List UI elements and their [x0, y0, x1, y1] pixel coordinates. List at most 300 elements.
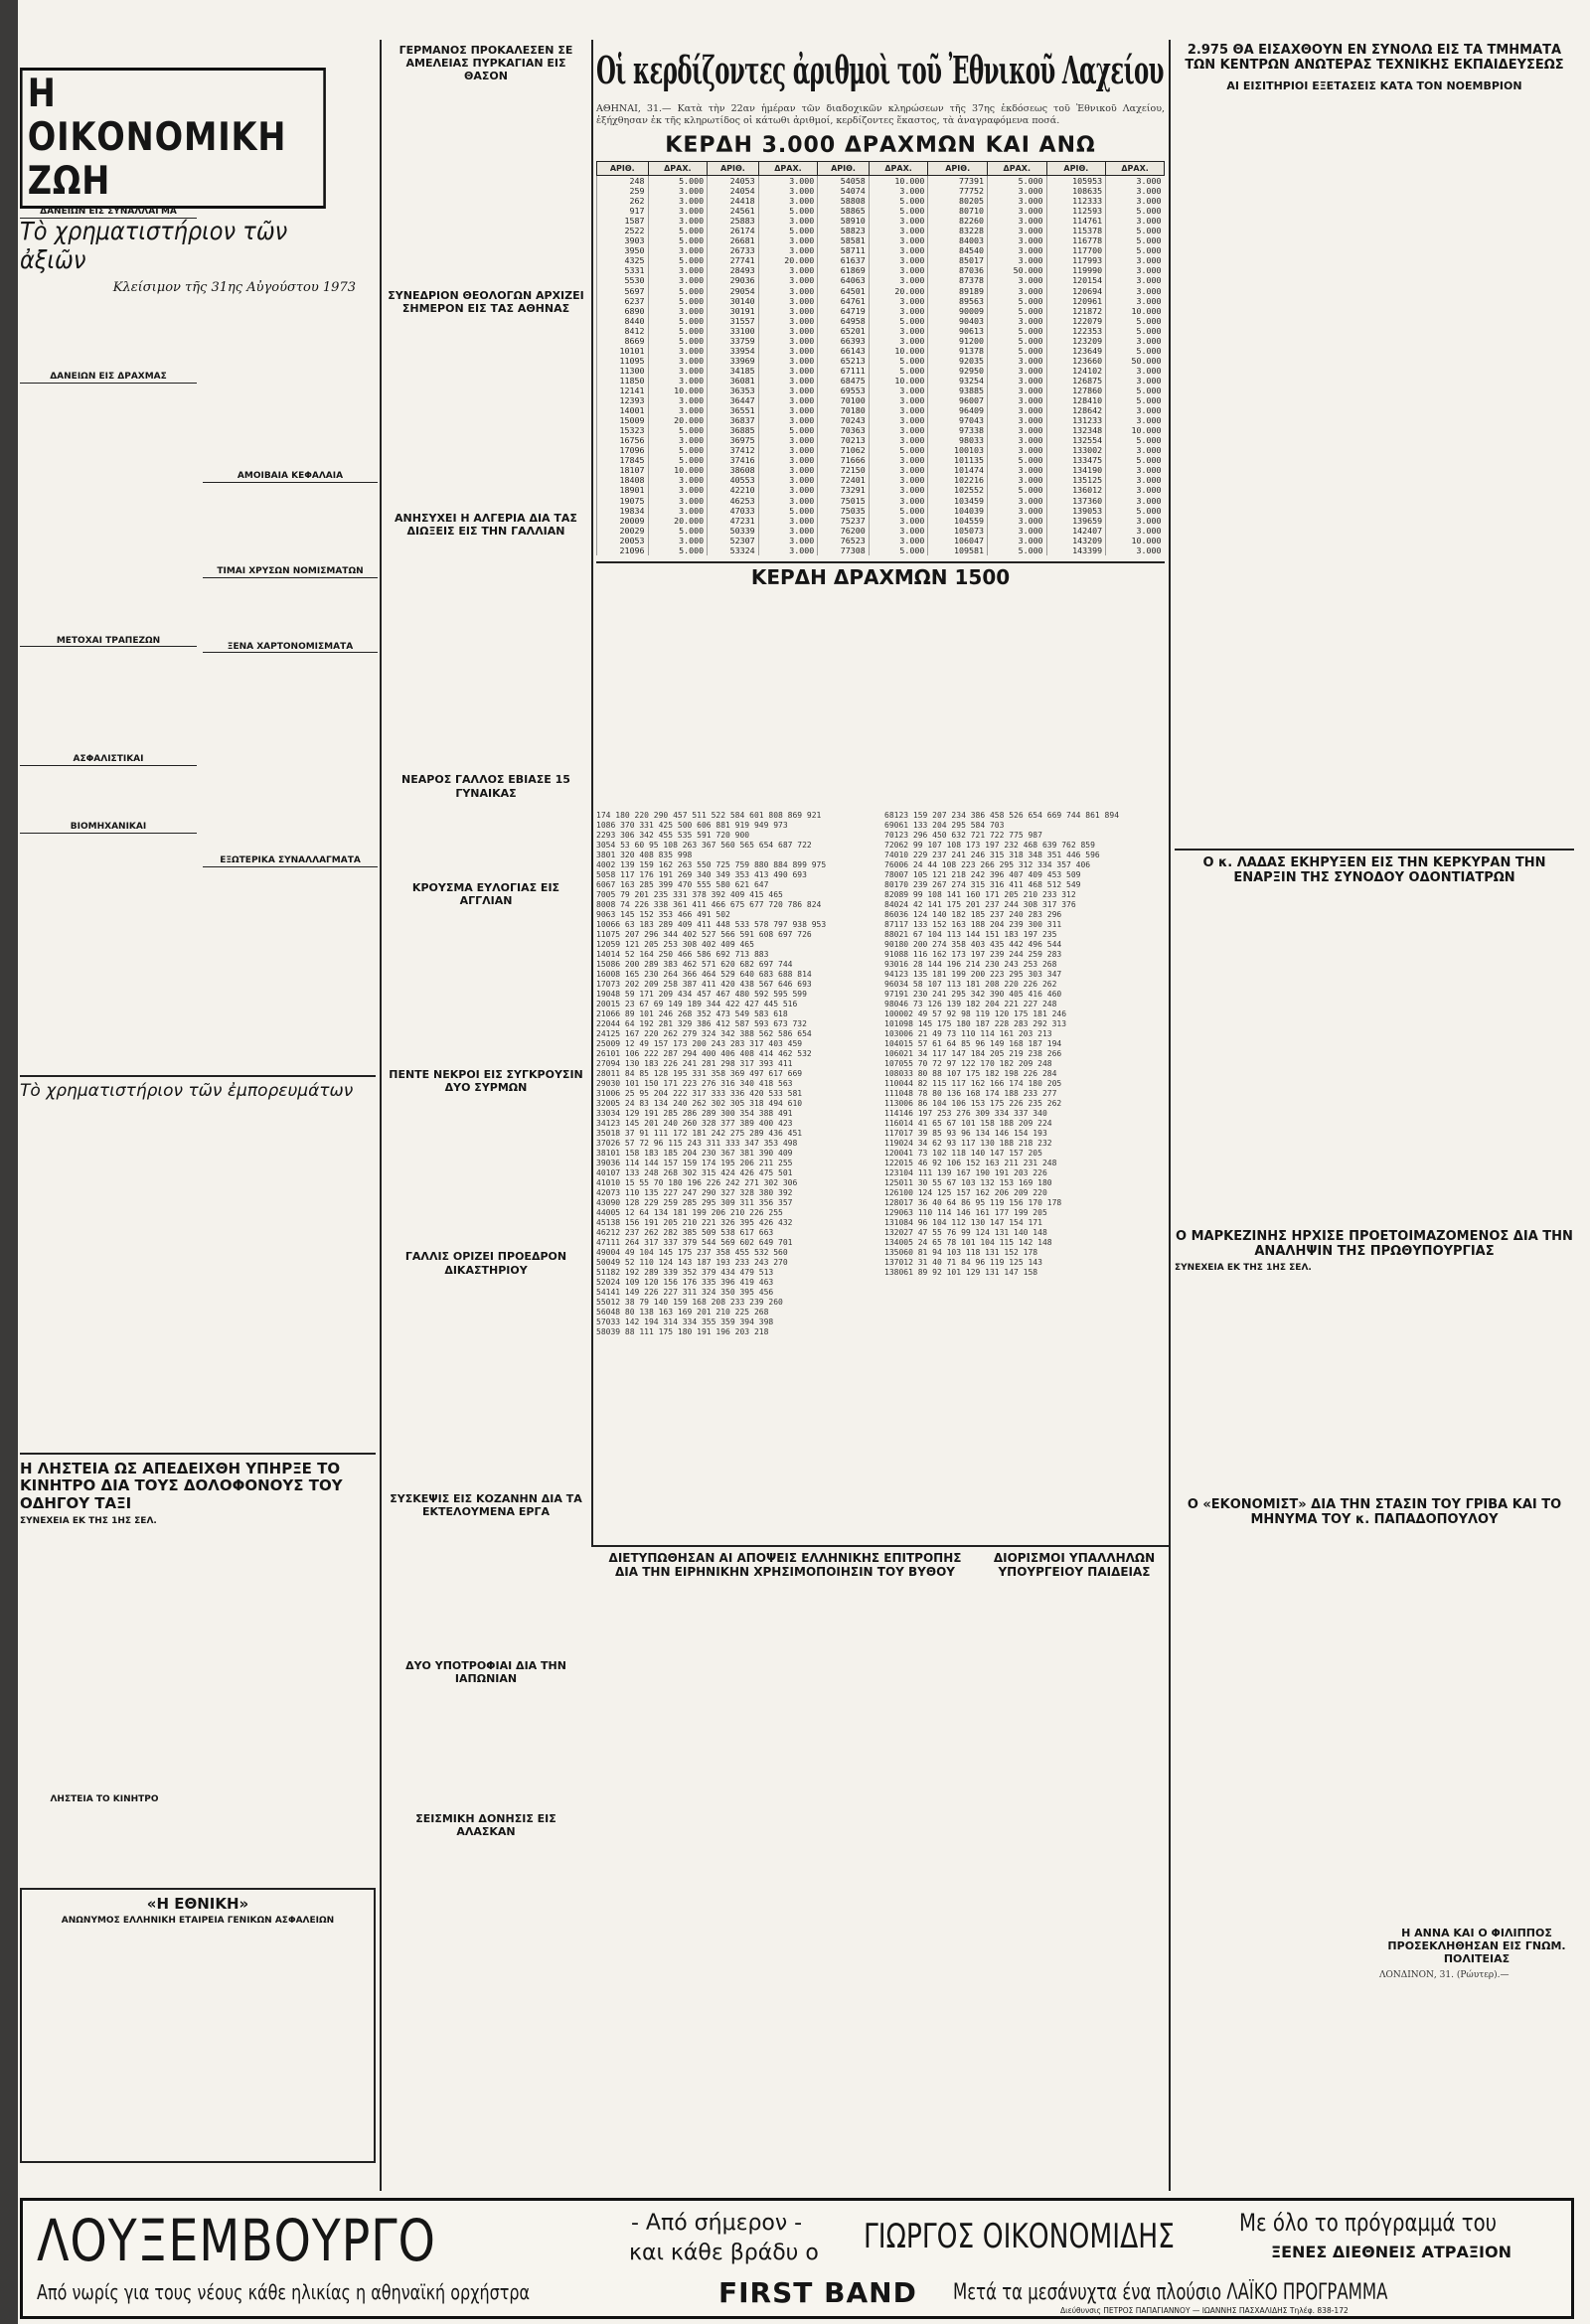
prize-amount: 5.000 — [648, 316, 708, 326]
commodities-text — [20, 1105, 376, 1443]
prize-amount: 3.000 — [987, 395, 1046, 405]
prize-amount: 3.000 — [648, 435, 708, 445]
list-item: 113006 86 104 106 153 175 226 235 262 — [884, 1099, 1062, 1108]
ticket-number: 18901 — [597, 485, 649, 495]
prize-amount: 3.000 — [758, 265, 818, 275]
list-item: 56048 80 138 163 169 201 210 225 268 — [596, 1308, 769, 1317]
appointments-article — [984, 1552, 1165, 2023]
right-column — [1175, 43, 1574, 1980]
prize-amount: 3.000 — [987, 275, 1046, 285]
prize-col-header: ΑΡΙΘ. — [818, 162, 870, 176]
prize-table-body — [597, 176, 1165, 555]
ad-bottom-left: Από νωρίς για τους νέους κάθε ηλικίας η αθηναϊκή ορχήστρα — [37, 2280, 531, 2304]
lottery-headline: Οἱ κερδίζοντες ἀριθμοὶ τοῦ Ἐθνικοῦ Λαχείου — [596, 48, 1164, 92]
list-item: 15086 200 289 383 462 571 620 682 697 744 — [596, 960, 793, 969]
small-prize-right — [884, 811, 1165, 1278]
list-item: 54141 149 226 227 311 324 350 395 456 — [596, 1288, 774, 1297]
prize-amount: 3.000 — [987, 366, 1046, 376]
ethniki-subtitle: ΑΝΩΝΥΜΟΣ ΕΛΛΗΝΙΚΗ ΕΤΑΙΡΕΙΑ ΓΕΝΙΚΩΝ ΑΣΦΑΛΕΙΩΝ — [61, 1916, 335, 1927]
prize-amount: 3.000 — [648, 245, 708, 255]
ticket-number: 124102 — [1046, 366, 1106, 376]
prize-amount: 3.000 — [869, 306, 928, 316]
page-edge-strip — [0, 0, 18, 2324]
prize-col-header: ΑΡΙΘ. — [708, 162, 759, 176]
table-row — [597, 196, 1165, 206]
ticket-number: 20009 — [597, 516, 649, 526]
ticket-number: 73291 — [818, 485, 870, 495]
ticket-number: 121872 — [1046, 306, 1106, 316]
prize-amount: 3.000 — [1106, 465, 1165, 475]
list-item: 32005 24 83 134 240 262 302 305 318 494 610 — [596, 1099, 803, 1108]
table-row — [597, 465, 1165, 475]
ad-band: FIRST BAND — [718, 2276, 917, 2309]
prize-amount: 10.000 — [869, 346, 928, 356]
prize-amount: 3.000 — [758, 376, 818, 386]
ticket-number: 24053 — [708, 176, 759, 187]
list-item: 37026 57 72 96 115 243 311 333 347 353 498 — [596, 1139, 798, 1148]
prize-amount: 3.000 — [758, 455, 818, 465]
prize-amount: 10.000 — [1106, 306, 1165, 316]
list-item: 134005 24 65 78 101 104 115 142 148 — [884, 1238, 1052, 1247]
ticket-number: 132554 — [1046, 435, 1106, 445]
table-row — [597, 316, 1165, 326]
ticket-number: 76200 — [818, 526, 870, 536]
ticket-number: 131233 — [1046, 415, 1106, 425]
list-item: 128017 36 40 64 86 95 119 156 170 178 — [884, 1198, 1062, 1207]
list-item: 42073 110 135 227 247 290 327 328 380 392 — [596, 1188, 793, 1197]
prize-amount: 3.000 — [758, 445, 818, 455]
prize-amount: 5.000 — [1106, 326, 1165, 336]
table-row — [597, 526, 1165, 536]
list-item: 132027 47 55 76 99 124 131 140 148 — [884, 1228, 1047, 1237]
prize-amount: 3.000 — [1106, 485, 1165, 495]
prize-amount: 5.000 — [869, 316, 928, 326]
ticket-number: 24561 — [708, 206, 759, 216]
prize-amount: 5.000 — [648, 336, 708, 346]
ticket-number: 11300 — [597, 366, 649, 376]
ticket-number: 102552 — [928, 485, 988, 495]
ticket-number: 97338 — [928, 425, 988, 435]
table-row — [597, 346, 1165, 356]
ticket-number: 67111 — [818, 366, 870, 376]
list-item: 44005 12 64 134 181 199 206 210 226 255 — [596, 1208, 783, 1217]
ticket-number: 36885 — [708, 425, 759, 435]
prize-amount: 5.000 — [1106, 235, 1165, 245]
section-foreign-notes: ΞΕΝΑ ΧΑΡΤΟΝΟΜΙΣΜΑΤΑ — [203, 642, 378, 654]
news-head-germany: ΓΕΡΜΑΝΟΣ ΠΡΟΚΑΛΕΣΕΝ ΣΕ ΑΜΕΛΕΙΑΣ ΠΥΡΚΑΓΙΑΝ ΕΙΣ ΘΑΣΟΝ — [398, 44, 573, 83]
list-item: 111048 78 80 136 168 174 188 233 277 — [884, 1089, 1057, 1098]
prize-amount: 3.000 — [648, 186, 708, 196]
news-text-algeria — [386, 542, 586, 765]
prize-amount: 5.000 — [1106, 435, 1165, 445]
prize-amount: 3.000 — [869, 455, 928, 465]
ticket-number: 16756 — [597, 435, 649, 445]
ticket-number: 53324 — [708, 545, 759, 555]
list-item: 39036 114 144 157 159 174 195 206 211 255 — [596, 1159, 793, 1167]
prize-amount: 3.000 — [758, 356, 818, 366]
prize-amount: 3.000 — [987, 216, 1046, 226]
list-item: 90180 200 274 358 403 435 442 496 544 — [884, 940, 1062, 949]
list-item: 16008 165 230 264 366 464 529 640 683 688 814 — [596, 970, 812, 979]
news-head-trains: ΠΕΝΤΕ ΝΕΚΡΟΙ ΕΙΣ ΣΥΓΚΡΟΥΣΙΝ ΔΥΟ ΣΥΡΜΩΝ — [389, 1068, 583, 1095]
prize-amount: 3.000 — [987, 405, 1046, 415]
list-item: 45138 156 191 205 210 221 326 395 426 432 — [596, 1218, 793, 1227]
market-subtitle: Τὸ χρηματιστήριον τῶν ἀξιῶν — [20, 217, 288, 274]
ticket-number: 14001 — [597, 405, 649, 415]
prize-amount: 5.000 — [987, 485, 1046, 495]
list-item: 138061 89 92 101 129 131 147 158 — [884, 1268, 1038, 1277]
ticket-number: 28493 — [708, 265, 759, 275]
lottery-intro: ΑΘΗΝΑΙ, 31.— Κατὰ τὴν 22αν ἡμέραν τῶν διαδοχικῶν κληρώσεων τῆς 37ης ἐκδόσεως τοῦ Ἐθνικοῦ Λαχείου, ἐξήχθησαν ἐκ τῆς κληρωτίδος οἱ κάτωθι ἀριθμοί, κερδίζοντες ἕκαστος, τὰ ἀναγραφόμενα ποσά. — [596, 103, 1165, 126]
ticket-number: 8412 — [597, 326, 649, 336]
ticket-number: 85017 — [928, 255, 988, 265]
prize-amount: 3.000 — [648, 496, 708, 506]
ticket-number: 101135 — [928, 455, 988, 465]
news-text-trains — [386, 1098, 586, 1242]
list-item: 106021 34 117 147 184 205 219 238 266 — [884, 1049, 1062, 1058]
ticket-number: 2522 — [597, 226, 649, 235]
table-row — [597, 235, 1165, 245]
masthead-title: Η ΟΙΚΟΝΟΜΙΚΗ ΖΩΗ — [20, 68, 326, 209]
list-item: 94123 135 181 199 200 223 295 303 347 — [884, 970, 1062, 979]
prize-amount: 3.000 — [648, 405, 708, 415]
ticket-number: 5697 — [597, 286, 649, 296]
prize-amount: 3.000 — [1106, 526, 1165, 536]
list-item: 33034 129 191 285 286 289 300 354 388 491 — [596, 1109, 793, 1118]
prize-amount: 3.000 — [987, 475, 1046, 485]
ticket-number: 19075 — [597, 496, 649, 506]
prize-amount: 10.000 — [869, 176, 928, 187]
prize-amount: 3.000 — [869, 255, 928, 265]
news-text-japan — [386, 1690, 586, 1804]
ticket-number: 80205 — [928, 196, 988, 206]
ticket-number: 248 — [597, 176, 649, 187]
ticket-number: 98033 — [928, 435, 988, 445]
ticket-number: 69553 — [818, 386, 870, 395]
prize-amount: 3.000 — [758, 435, 818, 445]
ticket-number: 128410 — [1046, 395, 1106, 405]
ticket-number: 25883 — [708, 216, 759, 226]
prize-amount: 3.000 — [869, 415, 928, 425]
ticket-number: 262 — [597, 196, 649, 206]
commodities-title: Τὸ χρηματιστήριον τῶν ἐμπορευμάτων — [20, 1075, 376, 1101]
prize-amount: 5.000 — [869, 366, 928, 376]
appointments-text — [984, 1586, 1165, 2023]
prize-amount: 3.000 — [987, 255, 1046, 265]
gold-coins-list — [203, 578, 378, 638]
prize-amount: 3.000 — [758, 395, 818, 405]
ticket-number: 133475 — [1046, 455, 1106, 465]
ticket-number: 54058 — [818, 176, 870, 187]
prize-amount: 5.000 — [1106, 506, 1165, 516]
prize-amount: 3.000 — [1106, 176, 1165, 187]
prize-amount: 3.000 — [758, 346, 818, 356]
list-item: 68123 159 207 234 386 458 526 654 669 744 861 894 — [884, 811, 1120, 820]
ticket-number: 36447 — [708, 395, 759, 405]
ticket-number: 106047 — [928, 536, 988, 545]
prize-amount: 3.000 — [869, 386, 928, 395]
ticket-number: 61869 — [818, 265, 870, 275]
ticket-number: 120694 — [1046, 286, 1106, 296]
prize-amount: 3.000 — [1106, 366, 1165, 376]
prize-amount: 3.000 — [987, 526, 1046, 536]
list-item: 129063 110 114 146 161 177 199 205 — [884, 1208, 1047, 1217]
prize-amount: 3.000 — [869, 336, 928, 346]
prize-amount: 3.000 — [648, 356, 708, 366]
ticket-number: 93254 — [928, 376, 988, 386]
list-item: 86036 124 140 182 185 237 240 283 296 — [884, 910, 1062, 919]
prize-amount: 3.000 — [758, 196, 818, 206]
list-item: 91088 116 162 173 197 239 244 259 283 — [884, 950, 1062, 959]
ticket-number: 58581 — [818, 235, 870, 245]
prize-amount: 3.000 — [987, 206, 1046, 216]
prize-amount: 3.000 — [1106, 255, 1165, 265]
prize-amount: 5.000 — [648, 425, 708, 435]
ticket-number: 104559 — [928, 516, 988, 526]
ticket-number: 71062 — [818, 445, 870, 455]
column-rule-3 — [1169, 40, 1171, 2191]
prize-amount: 3.000 — [1106, 186, 1165, 196]
ticket-number: 70100 — [818, 395, 870, 405]
list-item: 76006 24 44 108 223 266 295 312 334 357 406 — [884, 860, 1091, 869]
list-item: 80170 239 267 274 315 316 411 468 512 549 — [884, 880, 1081, 889]
ticket-number: 89189 — [928, 286, 988, 296]
ticket-number: 96007 — [928, 395, 988, 405]
ticket-number: 90403 — [928, 316, 988, 326]
technical-edu-sub: ΑΙ ΕΙΣΙΤΗΡΙΟΙ ΕΞΕΤΑΣΕΙΣ ΚΑΤΑ ΤΟΝ ΝΟΕΜΒΡΙΟΝ — [1226, 78, 1522, 92]
prize-amount: 5.000 — [648, 545, 708, 555]
ad-line-2: και κάθε βράδυ ο — [629, 2241, 819, 2265]
prize-amount: 3.000 — [758, 536, 818, 545]
column-rule-1 — [380, 40, 382, 2191]
ticket-number: 72150 — [818, 465, 870, 475]
ticket-number: 72401 — [818, 475, 870, 485]
ticket-number: 120961 — [1046, 296, 1106, 306]
ticket-number: 77752 — [928, 186, 988, 196]
list-item: 74010 229 237 241 246 315 318 348 351 446 596 — [884, 851, 1100, 859]
list-item: 28011 84 85 128 195 331 358 369 497 617 669 — [596, 1069, 803, 1078]
stock-left-column — [20, 207, 197, 1042]
economist-headline: Ο «ΕΚΟΝΟΜΙΣΤ» ΔΙΑ ΤΗΝ ΣΤΑΣΙΝ ΤΟΥ ΓΡΙΒΑ ΚΑΙ ΤΟ ΜΗΝΥΜΑ ΤΟΥ κ. ΠΑΠΑΔΟΠΟΥΛΟΥ — [1187, 1496, 1562, 1527]
anna-headline: Η ΑΝΝΑ ΚΑΙ Ο ΦΙΛΙΠΠΟΣ ΠΡΟΣΕΚΛΗΘΗΣΑΝ ΕΙΣ ΓΝΩΜ. ΠΟΛΙΤΕΙΑΣ — [1387, 1927, 1566, 1966]
prize-amount: 3.000 — [648, 275, 708, 285]
table-row — [597, 306, 1165, 316]
prize-amount: 3.000 — [648, 265, 708, 275]
ticket-number: 108635 — [1046, 186, 1106, 196]
list-item: 72062 99 107 108 173 197 232 468 639 762 859 — [884, 841, 1095, 850]
prize-amount: 3.000 — [869, 296, 928, 306]
ethniki-title: «Η ΕΘΝΙΚΗ» — [146, 1895, 249, 1913]
prize-amount: 5.000 — [869, 196, 928, 206]
list-item: 126100 124 125 157 162 206 209 220 — [884, 1188, 1047, 1197]
section-insurance: ΑΣΦΑΛΙΣΤΙΚΑΙ — [20, 754, 197, 766]
prize-amount: 3.000 — [1106, 196, 1165, 206]
prize-amount: 3.000 — [869, 516, 928, 526]
prize-amount: 3.000 — [758, 296, 818, 306]
prize-amount: 5.000 — [1106, 346, 1165, 356]
prize-amount: 3.000 — [758, 465, 818, 475]
ticket-number: 26733 — [708, 245, 759, 255]
ticket-number: 65201 — [818, 326, 870, 336]
list-item: 82089 99 108 141 160 171 205 210 233 312 — [884, 890, 1076, 899]
prize-amount: 3.000 — [758, 286, 818, 296]
list-item: 46212 237 262 282 385 509 538 617 663 — [596, 1228, 774, 1237]
prize-amount: 3.000 — [987, 435, 1046, 445]
table-row — [597, 286, 1165, 296]
ticket-number: 133002 — [1046, 445, 1106, 455]
list-item: 3054 53 60 95 108 263 367 560 565 654 687 722 — [596, 841, 812, 850]
ticket-number: 64063 — [818, 275, 870, 285]
prize-amount: 20.000 — [869, 286, 928, 296]
ticket-number: 36975 — [708, 435, 759, 445]
ticket-number: 123660 — [1046, 356, 1106, 366]
foreign-notes-list — [203, 653, 378, 852]
prize-amount: 3.000 — [1106, 475, 1165, 485]
stock-tables — [20, 207, 378, 1061]
prize-amount: 3.000 — [758, 366, 818, 376]
prize-amount: 3.000 — [1106, 445, 1165, 455]
prize-amount: 3.000 — [869, 275, 928, 285]
prize-amount: 3.000 — [987, 196, 1046, 206]
ad-management: Διεύθυνσις ΠΕΤΡΟΣ ΠΑΠΑΓΙΑΝΝΟΥ — ΙΩΑΝΝΗΣ ΠΑΣΧΑΛΙΔΗΣ Τηλέφ. 838-172 — [1060, 2306, 1349, 2315]
ticket-number: 64958 — [818, 316, 870, 326]
commodities-section — [20, 1075, 376, 1443]
list-item: 70123 296 450 632 721 722 775 987 — [884, 831, 1042, 840]
prize-amount: 3.000 — [648, 306, 708, 316]
prize-amount: 3.000 — [987, 226, 1046, 235]
prize-amount: 10.000 — [1106, 536, 1165, 545]
prize-amount: 3.000 — [987, 516, 1046, 526]
ticket-number: 112593 — [1046, 206, 1106, 216]
table-row — [597, 415, 1165, 425]
ticket-number: 47231 — [708, 516, 759, 526]
ticket-number: 27741 — [708, 255, 759, 265]
ad-line-1: - Από σήμερον - — [631, 2211, 803, 2236]
news-head-algeria: ΑΝΗΣΥΧΕΙ Η ΑΛΓΕΡΙΑ ΔΙΑ ΤΑΣ ΔΙΩΞΕΙΣ ΕΙΣ ΤΗΝ ΓΑΛΛΙΑΝ — [395, 511, 577, 539]
list-item: 11075 207 296 344 402 527 566 591 608 697 726 — [596, 930, 812, 939]
table-row — [597, 206, 1165, 216]
news-head-japan: ΔΥΟ ΥΠΟΤΡΟΦΙΑΙ ΔΙΑ ΤΗΝ ΙΑΠΩΝΙΑΝ — [405, 1659, 566, 1686]
prize-amount: 3.000 — [648, 366, 708, 376]
prize-amount: 3.000 — [987, 356, 1046, 366]
ticket-number: 17845 — [597, 455, 649, 465]
prize-amount: 5.000 — [869, 356, 928, 366]
ticket-number: 71666 — [818, 455, 870, 465]
list-item: 4002 139 159 162 263 550 725 759 880 884 899 975 — [596, 860, 827, 869]
loans-drachma-list — [20, 384, 197, 628]
robbery-headline: Η ΛΗΣΤΕΙΑ ΩΣ ΑΠΕΔΕΙΧΘΗ ΥΠΗΡΞΕ ΤΟ ΚΙΝΗΤΡΟ ΔΙΑ ΤΟΥΣ ΔΟΛΟΦΟΝΟΥΣ ΤΟΥ ΟΔΗΓΟΥ ΤΑΞΙ — [20, 1453, 376, 1512]
prize-col-header: ΔΡΑΧ. — [987, 162, 1046, 176]
list-item: 6067 163 285 399 470 555 580 621 647 — [596, 880, 769, 889]
prize-amount: 50.000 — [987, 265, 1046, 275]
prize-amount: 3.000 — [758, 275, 818, 285]
ticket-number: 68475 — [818, 376, 870, 386]
committee-headline: ΔΙΕΤΥΠΩΘΗΣΑΝ ΑΙ ΑΠΟΨΕΙΣ ΕΛΛΗΝΙΚΗΣ ΕΠΙΤΡΟΠΗΣ ΔΙΑ ΤΗΝ ΕΙΡΗΝΙΚΗΝ ΧΡΗΣΙΜΟΠΟΙΗΣΙΝ ΤΟΥ ΒΥΘΟΥ — [608, 1551, 962, 1579]
list-item: 117017 39 85 93 96 134 146 154 193 — [884, 1129, 1047, 1138]
ticket-number: 142407 — [1046, 526, 1106, 536]
list-item: 14014 52 164 250 466 586 692 713 883 — [596, 950, 769, 959]
ticket-number: 40553 — [708, 475, 759, 485]
table-row — [597, 485, 1165, 495]
ticket-number: 84003 — [928, 235, 988, 245]
ticket-number: 70363 — [818, 425, 870, 435]
prize-amount: 3.000 — [987, 235, 1046, 245]
ticket-number: 6890 — [597, 306, 649, 316]
ticket-number: 143209 — [1046, 536, 1106, 545]
prize-amount: 3.000 — [987, 316, 1046, 326]
list-item: 88021 67 104 113 144 151 183 197 235 — [884, 930, 1057, 939]
ticket-number: 64761 — [818, 296, 870, 306]
table-row — [597, 445, 1165, 455]
prize-amount: 3.000 — [758, 496, 818, 506]
ticket-number: 126875 — [1046, 376, 1106, 386]
list-item: 103006 21 49 73 110 114 161 203 213 — [884, 1029, 1052, 1038]
ticket-number: 31557 — [708, 316, 759, 326]
list-item: 51182 192 289 339 352 379 434 479 513 — [596, 1268, 774, 1277]
ticket-number: 136012 — [1046, 485, 1106, 495]
insurance-list — [20, 766, 197, 818]
prize-col-header: ΔΡΑΧ. — [648, 162, 708, 176]
ticket-number: 58823 — [818, 226, 870, 235]
prize-col-header: ΔΡΑΧ. — [1106, 162, 1165, 176]
list-item: 107055 70 72 97 122 170 182 209 248 — [884, 1059, 1052, 1068]
table-row — [597, 336, 1165, 346]
list-item: 93016 28 144 196 214 230 243 253 268 — [884, 960, 1057, 969]
prize-amount: 3.000 — [1106, 376, 1165, 386]
ticket-number: 104039 — [928, 506, 988, 516]
ticket-number: 50339 — [708, 526, 759, 536]
markezinis-text — [1175, 1278, 1574, 1486]
table-row — [597, 186, 1165, 196]
list-item: 57033 142 194 314 334 355 359 394 398 — [596, 1317, 774, 1326]
list-item: 41010 15 55 70 180 196 226 242 271 302 306 — [596, 1178, 798, 1187]
news-head-frenchman: ΝΕΑΡΟΣ ΓΑΛΛΟΣ ΕΒΙΑΣΕ 15 ΓΥΝΑΙΚΑΣ — [401, 773, 570, 800]
prize-amount: 5.000 — [1106, 226, 1165, 235]
ticket-number: 58910 — [818, 216, 870, 226]
prize-amount: 3.000 — [758, 306, 818, 316]
stock-right-column — [203, 207, 378, 1066]
prize-table — [596, 161, 1165, 555]
ticket-number: 18408 — [597, 475, 649, 485]
news-head-court: ΓΑΛΛΙΣ ΟΡΙΖΕΙ ΠΡΟΕΔΡΟΝ ΔΙΚΑΣΤΗΡΙΟΥ — [404, 1250, 567, 1277]
ticket-number: 11095 — [597, 356, 649, 366]
technical-edu-text — [1175, 98, 1574, 839]
ticket-number: 37412 — [708, 445, 759, 455]
section-bank-shares: ΜΕΤΟΧΑΙ ΤΡΑΠΕΖΩΝ — [20, 636, 197, 648]
table-row — [597, 536, 1165, 545]
anna-text — [1379, 1982, 1574, 2111]
prize-amount: 5.000 — [758, 206, 818, 216]
list-item: 12059 121 205 253 308 402 409 465 — [596, 940, 754, 949]
prize-amount: 5.000 — [1106, 386, 1165, 395]
ticket-number: 33969 — [708, 356, 759, 366]
ticket-number: 26174 — [708, 226, 759, 235]
prize-amount: 3.000 — [987, 425, 1046, 435]
ticket-number: 84540 — [928, 245, 988, 255]
list-item: 31006 25 95 204 222 317 333 336 420 533 581 — [596, 1089, 803, 1098]
ticket-number: 15009 — [597, 415, 649, 425]
prize-amount: 3.000 — [987, 415, 1046, 425]
technical-edu-headline: 2.975 ΘΑ ΕΙΣΑΧΘΟΥΝ ΕΝ ΣΥΝΟΛΩ ΕΙΣ ΤΑ ΤΜΗΜΑΤΑ ΤΩΝ ΚΕΝΤΡΩΝ ΑΝΩΤΕΡΑΣ ΤΕΧΝΙΚΗΣ ΕΚΠΑΙΔΕΥΣΕΩΣ — [1185, 43, 1564, 73]
prize-col-header: ΔΡΑΧ. — [758, 162, 818, 176]
ticket-number: 80710 — [928, 206, 988, 216]
prize-amount: 3.000 — [758, 235, 818, 245]
prize-amount: 3.000 — [1106, 405, 1165, 415]
ticket-number: 90613 — [928, 326, 988, 336]
table-row — [597, 265, 1165, 275]
prize-amount: 3.000 — [1106, 275, 1165, 285]
list-item: 40107 133 248 268 302 315 424 426 475 501 — [596, 1168, 793, 1177]
